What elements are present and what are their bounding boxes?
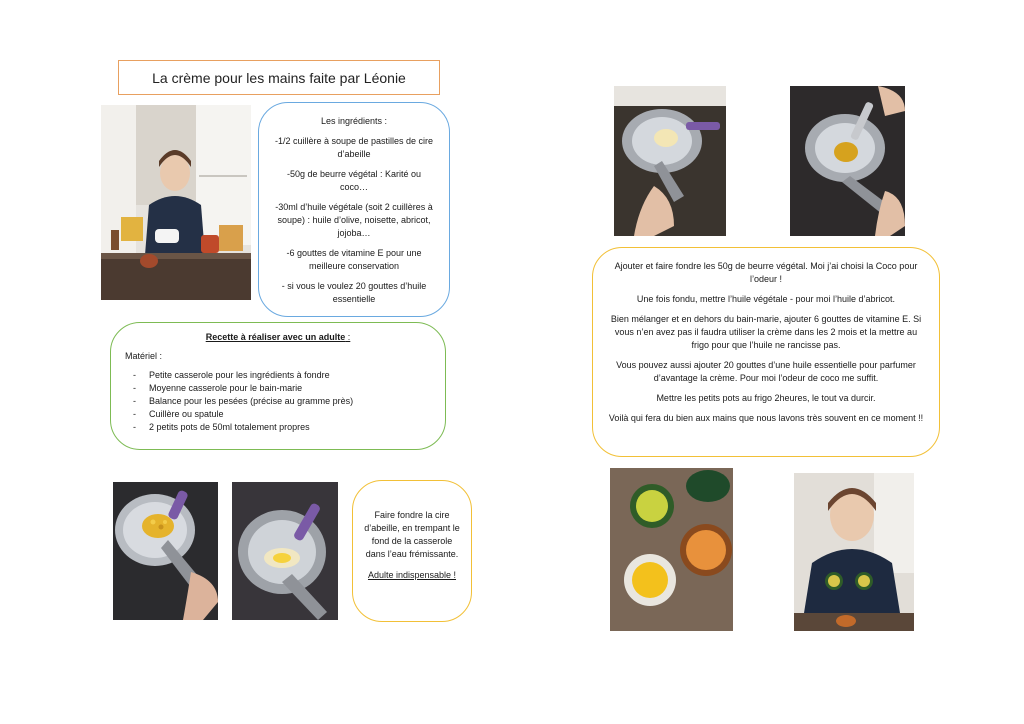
step-text: Vous pouvez aussi ajouter 20 gouttes d’une huile essentielle pour parfumer d’avantage la crème. Pour moi l’odeur de coco me suffit. <box>616 360 916 383</box>
adding-oil-photo <box>790 86 905 236</box>
ingredient-item: -30ml d’huile végétale (soit 2 cuillères à soupe) : huile d’olive, noisette, abricot, jojoba… <box>275 202 433 238</box>
girl-holding-jars-photo <box>794 473 914 631</box>
ingredient-item: -50g de beurre végétal : Karité ou coco… <box>286 169 422 192</box>
recipe-heading: Recette à réaliser avec un adulte <box>205 332 346 342</box>
step-text: Voilà qui fera du bien aux mains que nous lavons très souvent en ce moment !! <box>608 413 924 423</box>
materiel-item: - Balance pour les pesées (précise au gramme près) <box>137 395 431 408</box>
recipe-heading-line <box>125 331 431 344</box>
page-title: La crème pour les mains faite par Léonie <box>118 60 440 95</box>
melted-wax-photo <box>232 482 338 620</box>
cream-jars-photo <box>610 468 733 631</box>
step-text: Ajouter et faire fondre les 50g de beurre végétal. Moi j’ai choisi la Coco pour l’odeur ! <box>614 261 918 284</box>
step-text: Bien mélanger et en dehors du bain-marie, ajouter 6 gouttes de vitamine E. Si vous n’en avez pas il faudra utiliser la crème dans les 2 mois et la mettre au frigo pour que l’huile ne rancisse pas. <box>610 314 922 350</box>
ingredient-item: - si vous le voulez 20 gouttes d’huile essentielle <box>281 281 427 304</box>
materiel-item: - Moyenne casserole pour le bain-marie <box>137 382 431 395</box>
girl-at-table-photo <box>101 105 251 300</box>
ingredient-item: -6 gouttes de vitamine E pour une meilleure conservation <box>286 248 422 271</box>
melt-instructions-box <box>352 480 472 622</box>
recipe-box <box>110 322 446 450</box>
materiel-item: - Cuillère ou spatule <box>137 408 431 421</box>
ingredients-box <box>258 102 450 317</box>
ingredients-heading: Les ingrédients : <box>320 116 388 126</box>
ingredient-item: -1/2 cuillère à soupe de pastilles de cire d’abeille <box>274 136 434 159</box>
adding-butter-photo <box>614 86 726 236</box>
materiel-item: - 2 petits pots de 50ml totalement propres <box>137 421 431 434</box>
step-text: Une fois fondu, mettre l’huile végétale - pour moi l’huile d’abricot. <box>636 294 896 304</box>
wax-pan-photo <box>113 482 218 620</box>
recipe-heading-suffix: : <box>345 332 351 342</box>
steps-box <box>592 247 940 457</box>
materiel-label: Matériel : <box>125 351 163 361</box>
materiel-list <box>125 369 431 434</box>
step-text: Mettre les petits pots au frigo 2heures, le tout va durcir. <box>656 393 876 403</box>
adult-warning: Adulte indispensable ! <box>367 570 457 580</box>
melt-text: Faire fondre la cire d’abeille, en trempant le fond de la casserole dans l’eau frémissante. <box>364 510 460 559</box>
materiel-item: - Petite casserole pour les ingrédients à fondre <box>137 369 431 382</box>
